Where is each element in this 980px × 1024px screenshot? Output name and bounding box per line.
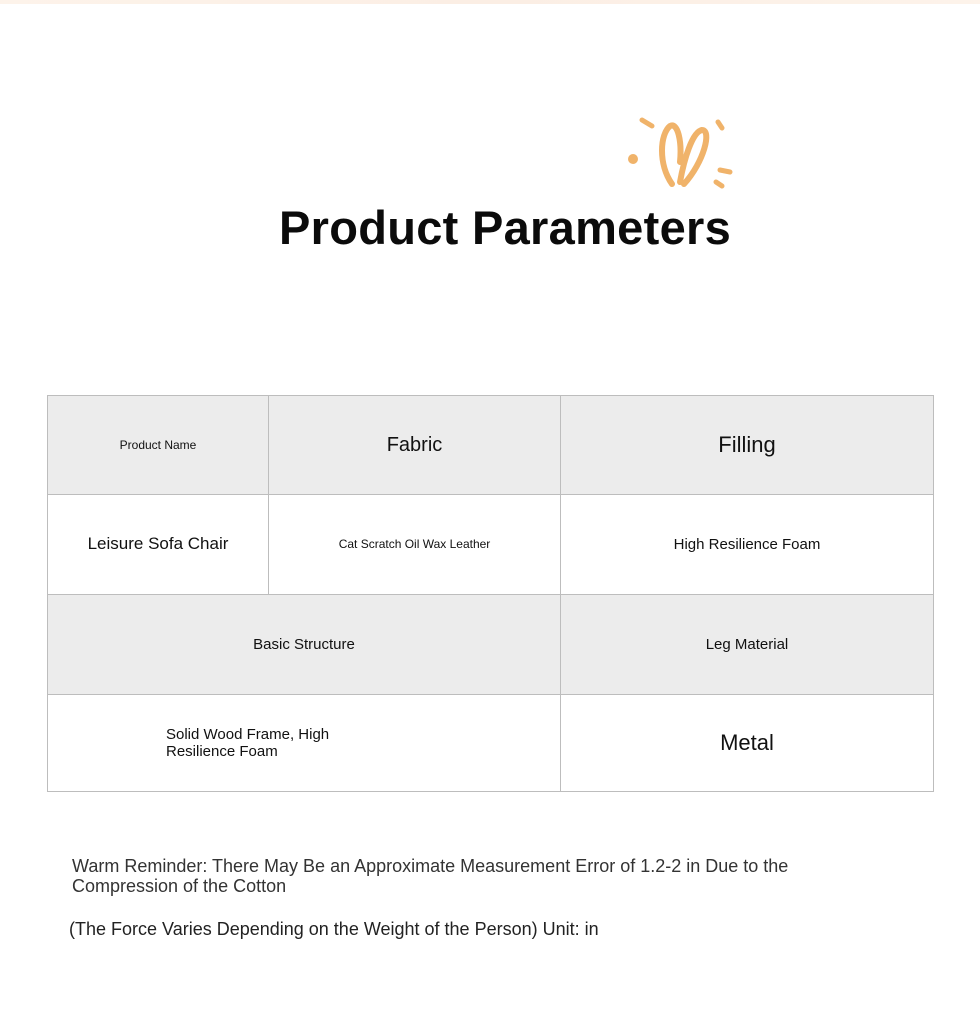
header-basic-structure: Basic Structure — [48, 594, 561, 694]
cell-fabric: Cat Scratch Oil Wax Leather — [269, 495, 561, 594]
header-product-name: Product Name — [48, 396, 269, 495]
cell-product-name: Leisure Sofa Chair — [48, 495, 269, 594]
cell-leg-material: Metal — [561, 694, 934, 791]
cell-basic-structure — [48, 694, 561, 791]
table-row — [48, 594, 934, 694]
warm-reminder-note: Warm Reminder: There May Be an Approximate Measurement Error of 1.2-2 in Due to the Compression of the Cotton — [72, 856, 789, 896]
table-row — [48, 396, 934, 495]
header-fabric: Fabric — [269, 396, 561, 495]
product-parameters-table — [47, 395, 934, 792]
cell-basic-structure-text: Solid Wood Frame, High Resilience Foam — [166, 725, 330, 760]
header-filling: Filling — [561, 396, 934, 495]
header-leg-material: Leg Material — [561, 594, 934, 694]
table-row — [48, 495, 934, 594]
unit-note: (The Force Varies Depending on the Weight of the Person) Unit: in — [69, 919, 599, 939]
cell-filling: High Resilience Foam — [561, 495, 934, 594]
page-title: Product Parameters — [278, 201, 732, 254]
top-decorative-strip — [0, 0, 980, 4]
table-row — [48, 694, 934, 791]
doodle-heart-icon — [622, 112, 738, 196]
